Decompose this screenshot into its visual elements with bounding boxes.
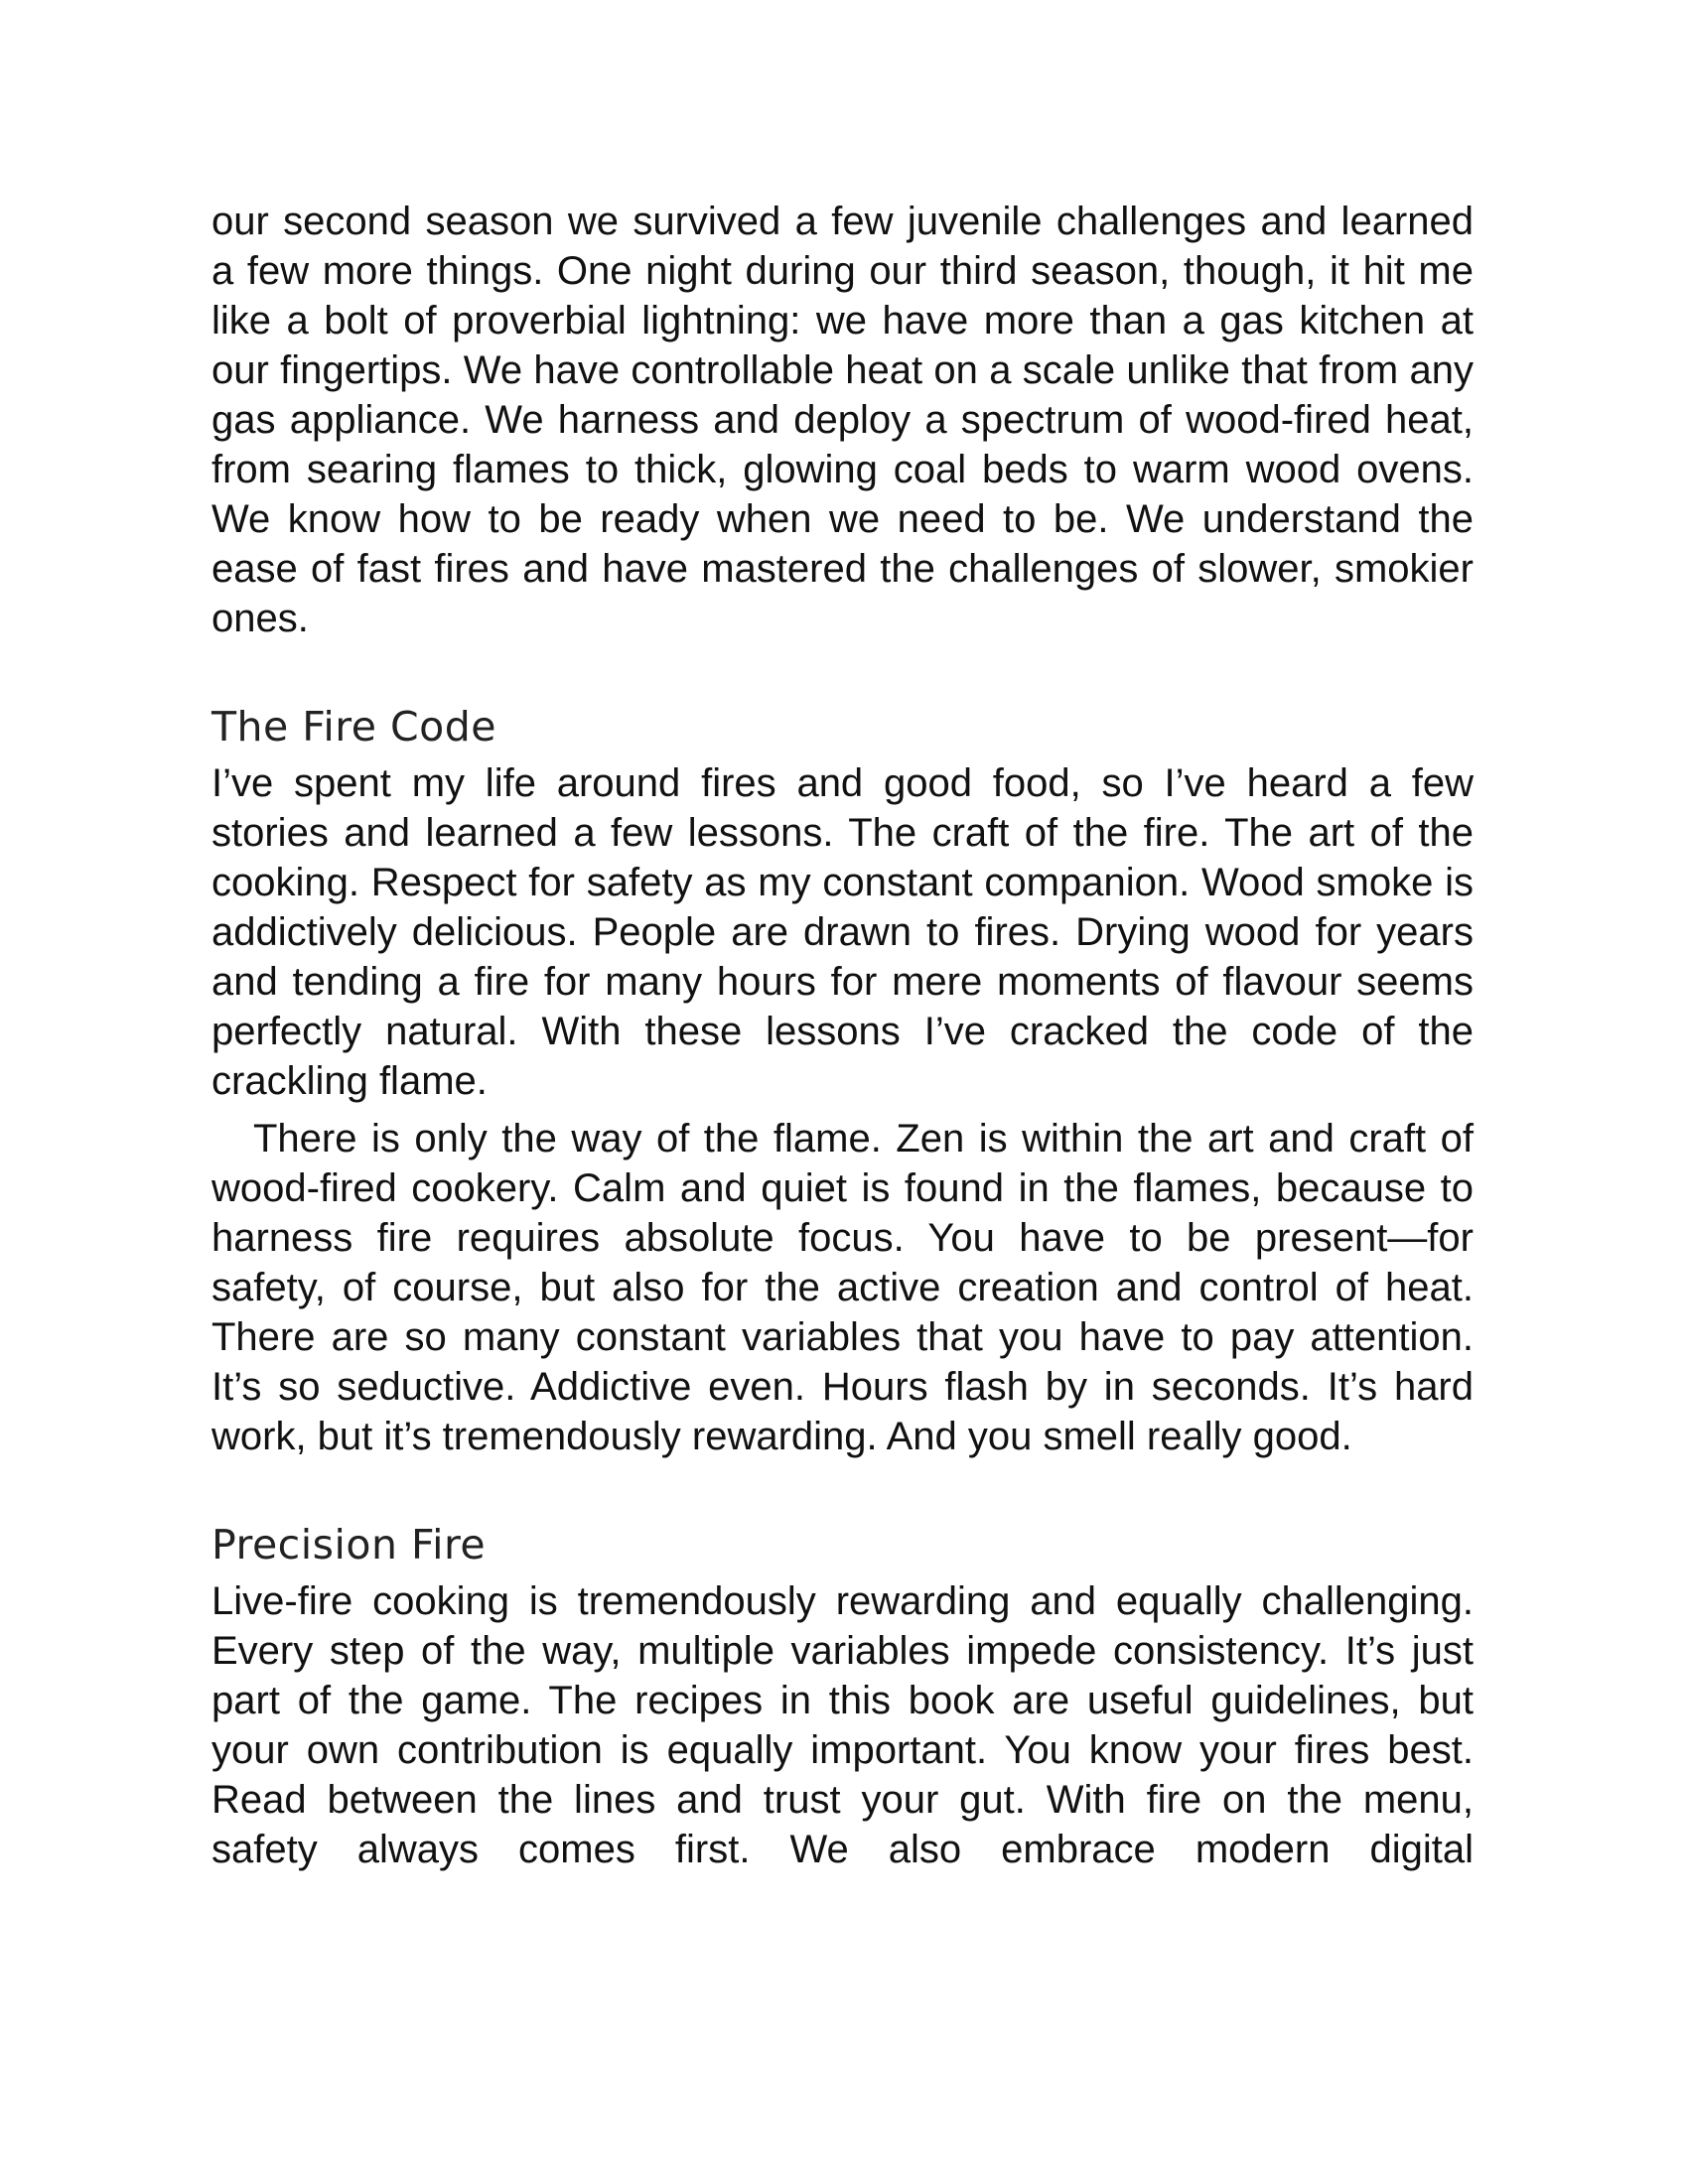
book-page bbox=[211, 197, 1474, 1874]
fire-code-paragraph-1: I’ve spent my life around fires and good food, so I’ve heard a few stories and learned a few lessons. The craft of the fire. The art of the cooking. Respect for safety as my constant companion. Wood smoke is addictively delicious. People are drawn to fires. Drying wood for years and tending a fire for many hours for mere moments of flavour seems perfectly natural. With these lessons I’ve cracked the code of the crackling flame. bbox=[211, 761, 1474, 1103]
precision-fire-paragraph: Live-fire cooking is tremendously rewarding and equally challenging. Every step of the way, multiple variables impede consistency. It’s just part of the game. The recipes in this book are useful guidelines, but your own contribution is equally important. You know your fires best. Read between the lines and trust your gut. With fire on the menu, safety always comes first. We also embrace modern digital bbox=[211, 1579, 1474, 1871]
fire-code-paragraph-2: There is only the way of the flame. Zen is within the art and craft of wood-fired cookery. Calm and quiet is found in the flames, because to harness fire requires absolute focus. You have to be present—for safety, of course, but also for the active creation and control of heat. There are so many constant variables that you have to pay attention. It’s so seductive. Addictive even. Hours flash by in seconds. It’s hard work, but it’s tremendously rewarding. And you smell really good. bbox=[211, 1117, 1474, 1458]
intro-paragraph: our second season we survived a few juvenile challenges and learned a few more things. One night during our third season, though, it hit me like a bolt of proverbial lightning: we have more than a gas kitchen at our fingertips. We have controllable heat on a scale unlike that from any gas appliance. We harness and deploy a spectrum of wood-fired heat, from searing flames to thick, glowing coal beds to warm wood ovens. We know how to be ready when we need to be. We understand the ease of fast fires and have mastered the challenges of slower, smokier ones. bbox=[211, 200, 1474, 640]
section-heading-precision-fire: Precision Fire bbox=[211, 1521, 487, 1569]
section-heading-fire-code: The Fire Code bbox=[211, 703, 496, 751]
